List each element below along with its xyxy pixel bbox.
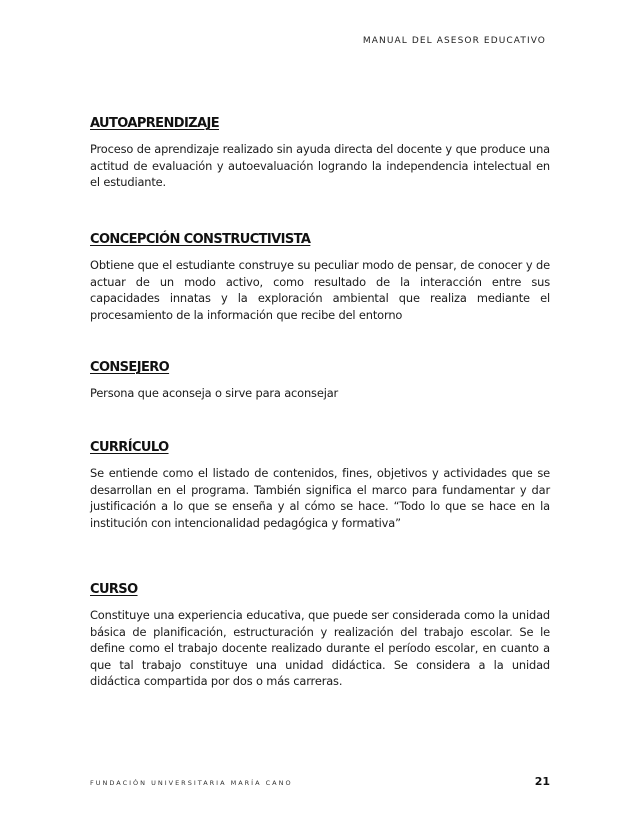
glossary-entry (90, 440, 550, 582)
glossary-definition: Proceso de aprendizaje realizado sin ayuda directa del docente y que produce una actitud de evaluación y autoevaluación logrando la independencia intelectual en el estudiante. (90, 142, 550, 190)
glossary-entry (90, 582, 550, 702)
glossary-entry (90, 232, 550, 360)
glossary-definition: Constituye una experiencia educativa, que puede ser considerada como la unidad básica de planificación, estructuración y realización del trabajo escolar. Se le define como el trabajo docente realizado durante el período escolar, en cuanto a que tal trabajo constituye una unidad didáctica. Se considera a la unidad didáctica compartida por dos o más carreras. (90, 608, 550, 689)
glossary-definition: Persona que aconseja o sirve para aconsejar (90, 386, 339, 400)
page-header-title: MANUAL DEL ASESOR EDUCATIVO (362, 36, 546, 46)
glossary-definition: Obtiene que el estudiante construye su peculiar modo de pensar, de conocer y de actuar de un modo activo, como resultado de la interacción entre sus capacidades innatas y la exploración ambiental que realiza mediante el procesamiento de la información que recibe del entorno (90, 258, 550, 322)
glossary-content (90, 116, 550, 702)
footer-organization: FUNDACIÓN UNIVERSITARIA MARÍA CANO (90, 779, 293, 787)
glossary-term: CURRÍCULO (90, 440, 169, 455)
page-footer (90, 775, 550, 788)
glossary-definition: Se entiende como el listado de contenidos, fines, objetivos y actividades que se desarrollan en el programa. También significa el marco para fundamentar y dar justificación a lo que se enseña y al cómo se hace. “Todo lo que se hace en la institución con intencionalidad pedagógica y formativa” (90, 466, 550, 530)
glossary-term: CONCEPCIÓN CONSTRUCTIVISTA (90, 232, 311, 247)
glossary-term: CURSO (90, 582, 138, 597)
page-number: 21 (534, 775, 550, 788)
glossary-term: AUTOAPRENDIZAJE (90, 116, 219, 131)
glossary-entry (90, 116, 550, 232)
glossary-term: CONSEJERO (90, 360, 170, 375)
glossary-entry (90, 360, 550, 440)
